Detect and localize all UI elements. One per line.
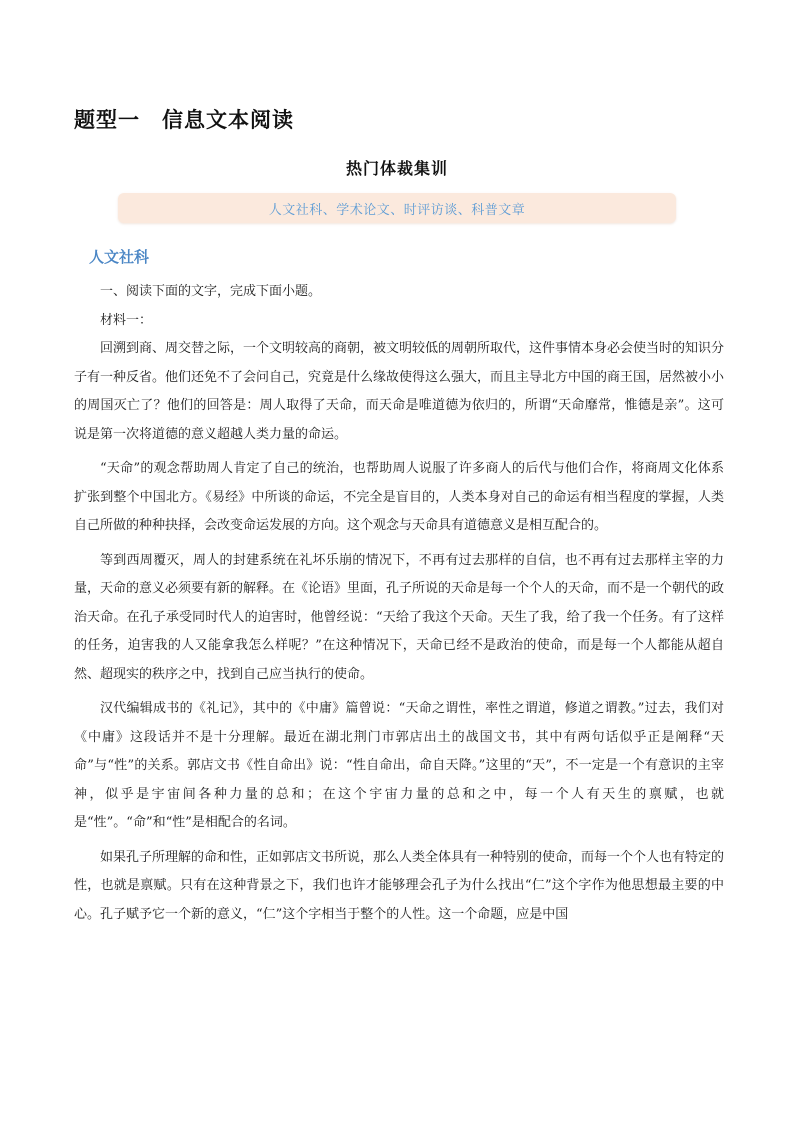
paragraph: 汉代编辑成书的《礼记》，其中的《中庸》篇曾说：“天命之谓性，率性之谓道，修道之谓教。”过去，我们对《中庸》这段话并不是十分理解。最近在湖北荆门市郭店出土的战国文书，其中有两句话似乎正是阐释“天命”与“性”的关系。郭店文书《性自命出》说：“性自命出，命自天降。”这里的“天”，不一定是一个有意识的主宰神，似乎是宇宙间各种力量的总和；在这个宇宙力量的总和之中，每一个人有天生的禀赋，也就是“性”。“命”和“性”是相配合的名词。: [74, 701, 724, 830]
banner-text: 人文社科、学术论文、时评访谈、科普文章: [268, 202, 526, 218]
genre-banner: [118, 193, 676, 223]
section-subtitle: 热门体裁集训: [345, 159, 448, 178]
page-title: 题型一 信息文本阅读: [74, 108, 294, 132]
material-label: 材料一：: [100, 312, 153, 328]
paragraph: “天命”的观念帮助周人肯定了自己的统治，也帮助周人说服了许多商人的后代与他们合作，将商周文化体系扩张到整个中国北方。《易经》中所谈的命运，不完全是盲目的，人类本身对自己的命运有相当程度的掌握，人类自己所做的种种抉择，会改变命运发展的方向。这个观念与天命具有道德意义是相互配合的。: [74, 461, 724, 533]
paragraph: 等到西周覆灭，周人的封建系统在礼坏乐崩的情况下，不再有过去那样的自信，也不再有过去那样主宰的力量，天命的意义必须要有新的解释。在《论语》里面，孔子所说的天命是每一个个人的天命，而不是一个朝代的政治天命。在孔子承受同时代人的迫害时，他曾经说：“天给了我这个天命。天生了我，给了我一个任务。有了这样的任务，迫害我的人又能拿我怎么样呢？”在这种情况下，天命已经不是政治的使命，而是每一个人都能从超自然、超现实的秩序之中，找到自己应当执行的使命。: [74, 552, 725, 682]
category-heading: 人文社科: [89, 248, 150, 266]
paragraph: 回溯到商、周交替之际，一个文明较高的商朝，被文明较低的周朝所取代，这件事情本身必会使当时的知识分子有一种反省。他们还免不了会问自己，究竟是什么缘故使得这么强大，而且主导北方中国的商王国，居然被小小的周国灭亡了？他们的回答是：周人取得了天命，而天命是唯道德为依归的，所谓“天命靡常，惟德是亲”。这可说是第一次将道德的意义超越人类力量的命运。: [74, 341, 725, 442]
passage-body: [74, 278, 724, 929]
question-prompt: 一、阅读下面的文字，完成下面小题。: [100, 284, 322, 299]
paragraph: 如果孔子所理解的命和性，正如郭店文书所说，那么人类全体具有一种特别的使命，而每一个个人也有特定的性，也就是禀赋。只有在这种背景之下，我们也许才能够理会孔子为什么找出“仁”这个字作为他思想最主要的中心。孔子赋予它一个新的意义，“仁”这个字相当于整个的人性。这一个命题，应是中国: [74, 849, 725, 922]
